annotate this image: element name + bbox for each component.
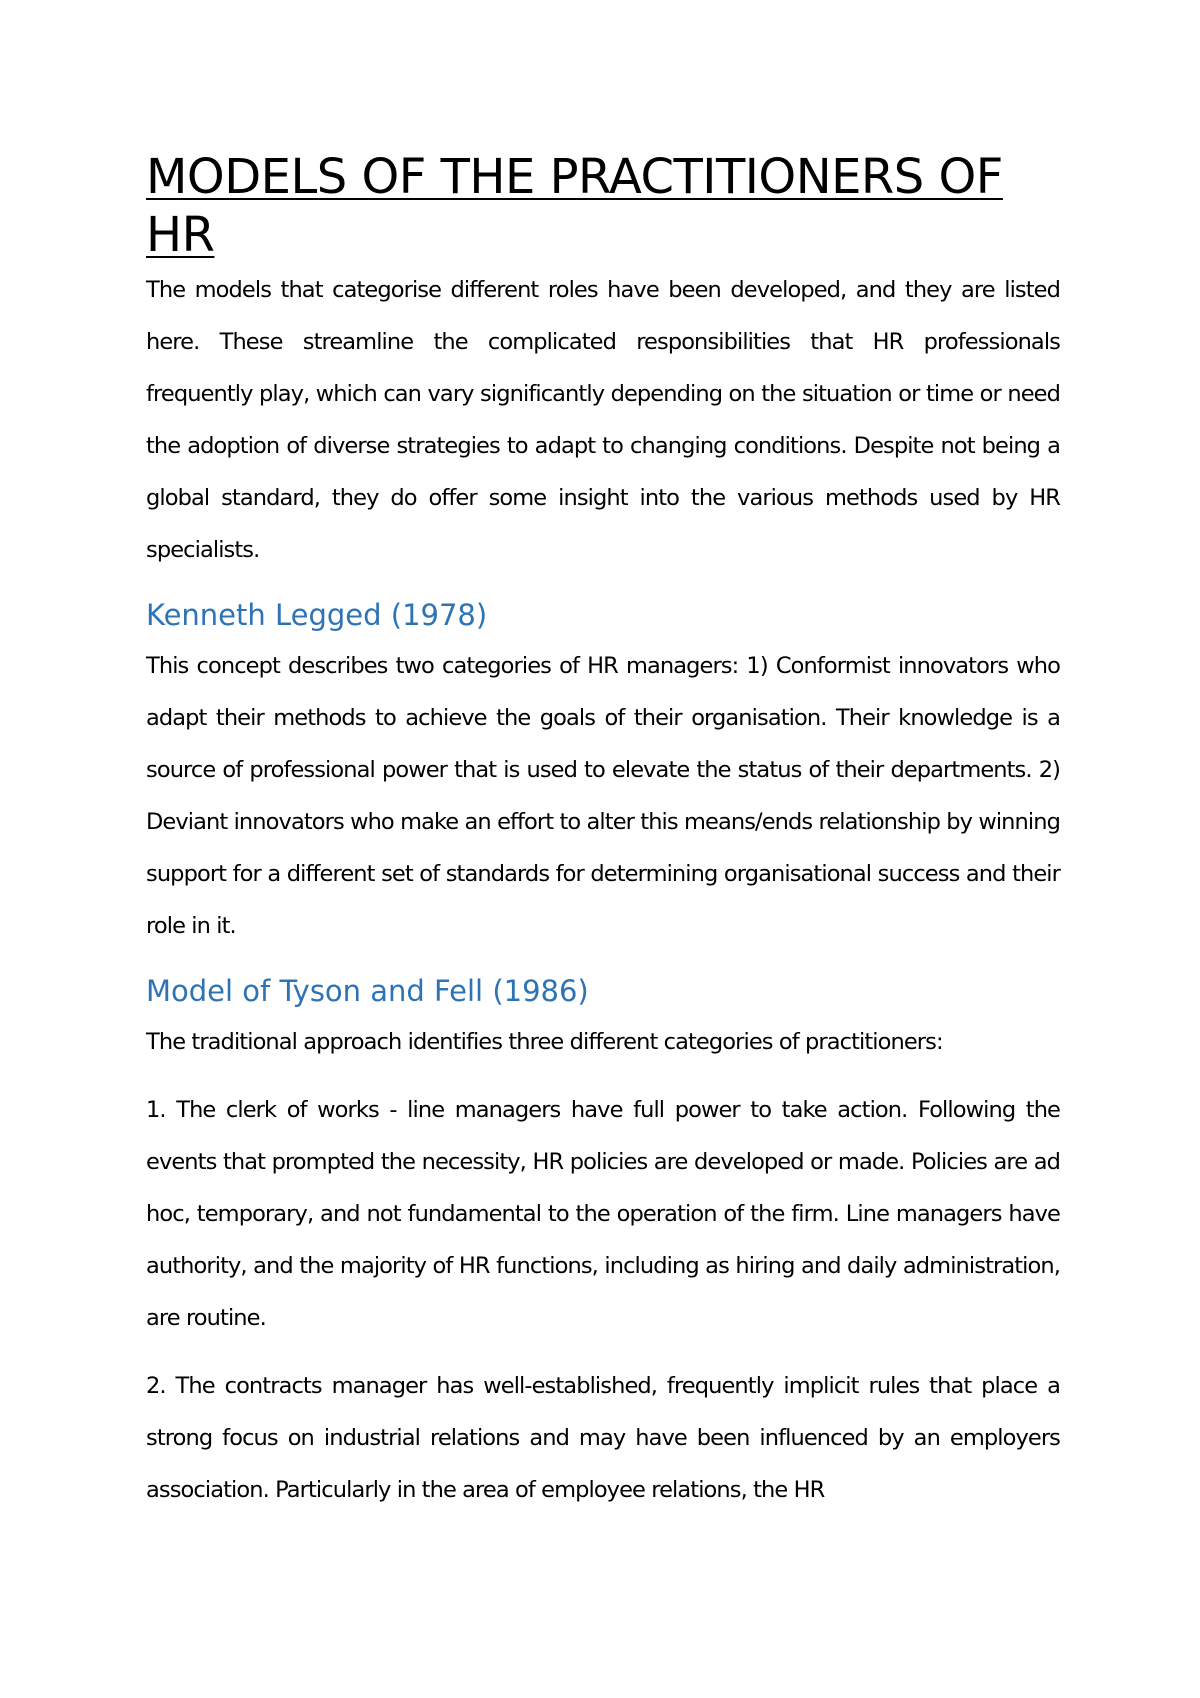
list-item-clerk-of-works: 1. The clerk of works - line managers have full power to take action. Following the events that prompted the necessity, HR policies are developed or made. Policies are ad hoc, temporary, and not fundamental to the operation of the firm. Line managers have authority, and the majority of HR functions, including as hiring and daily administration, are routine. bbox=[146, 1097, 1060, 1331]
document-title: MODELS OF THE PRACTITIONERS OF HR bbox=[146, 149, 1003, 263]
section-paragraph: This concept describes two categories of HR managers: 1) Conformist innovators who adapt their methods to achieve the goals of their organisation. Their knowledge is a source of professional power that is used to elevate the status of their departments. 2) Deviant innovators who make an effort to alter this means/ends relationship by winning support for a different set of standards for determining organisational success and their role in it. bbox=[146, 653, 1060, 939]
list-item-contracts-manager: 2. The contracts manager has well-established, frequently implicit rules that place a strong focus on industrial relations and may have been influenced by an employers association. Particularly in the area of employee relations, the HR bbox=[146, 1373, 1060, 1503]
document-body bbox=[146, 148, 1060, 1516]
section-heading-kenneth-legged: Kenneth Legged (1978) bbox=[146, 598, 488, 632]
section-paragraph: The traditional approach identifies three different categories of practitioners: bbox=[146, 1029, 943, 1055]
intro-paragraph: The models that categorise different roles have been developed, and they are listed here. These streamline the complicated responsibilities that HR professionals frequently play, which can vary significantly depending on the situation or time or need the adoption of diverse strategies to adapt to changing conditions. Despite not being a global standard, they do offer some insight into the various methods used by HR specialists. bbox=[146, 277, 1060, 563]
section-heading-tyson-and-fell: Model of Tyson and Fell (1986) bbox=[146, 974, 589, 1008]
